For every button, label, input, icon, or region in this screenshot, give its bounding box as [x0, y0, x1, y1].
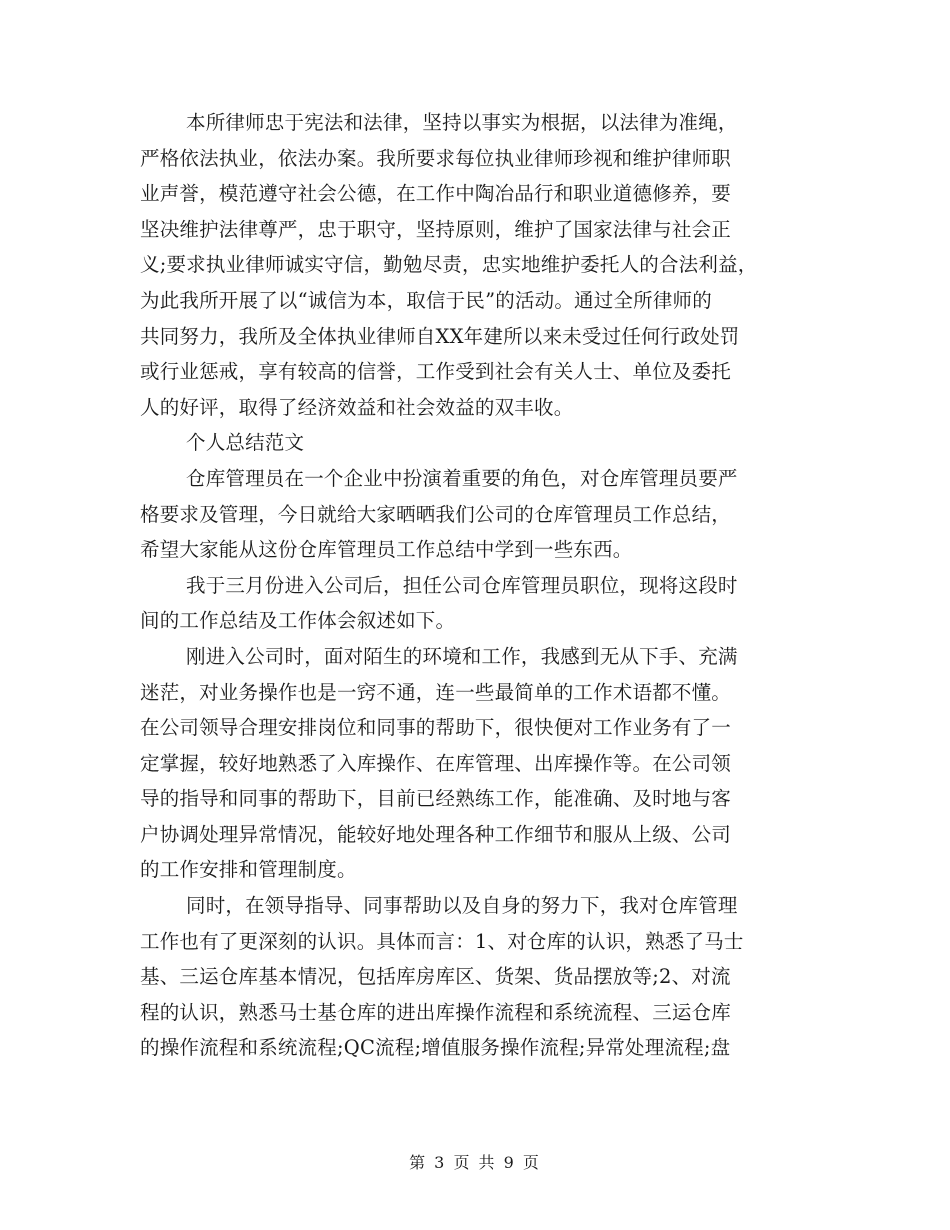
paragraph-line: 人的好评，取得了经济效益和社会效益的双丰收。: [140, 395, 574, 419]
page-number-label: 第 3 页 共 9 页: [409, 1153, 541, 1172]
paragraph-line: 或行业惩戒，享有较高的信誉，工作受到社会有关人士、单位及委托: [140, 360, 732, 384]
paragraph-line: 格要求及管理，今日就给大家晒晒我们公司的仓库管理员工作总结，: [140, 502, 732, 526]
paragraph-line: 本所律师忠于宪法和法律，坚持以事实为根据，以法律为准绳，: [186, 111, 738, 134]
paragraph-line: 希望大家能从这份仓库管理员工作总结中学到一些东西。: [140, 538, 633, 562]
paragraph-line: 导的指导和同事的帮助下，目前已经熟练工作，能准确、及时地与客: [140, 787, 732, 811]
paragraph-line: 坚决维护法律尊严，忠于职守，坚持原则，维护了国家法律与社会正: [140, 217, 732, 241]
paragraph-line: 共同努力，我所及全体执业律师自XX年建所以来未受过任何行政处罚: [140, 324, 740, 348]
paragraph-line: 间的工作总结及工作体会叙述如下。: [140, 609, 456, 633]
paragraph-line: 同时，在领导指导、同事帮助以及自身的努力下，我对仓库管理: [186, 894, 738, 918]
section-heading: 个人总结范文: [186, 431, 305, 455]
document-body: [140, 105, 800, 1066]
paragraph-line: 迷茫，对业务操作也是一窍不通，连一些最简单的工作术语都不懂。: [140, 680, 732, 704]
paragraph-line: 的操作流程和系统流程;QC流程;增值服务操作流程;异常处理流程;盘: [140, 1036, 731, 1060]
paragraph-line: 在公司领导合理安排岗位和同事的帮助下，很快便对工作业务有了一: [140, 716, 732, 740]
paragraph-line: 我于三月份进入公司后，担任公司仓库管理员职位，现将这段时: [186, 573, 738, 597]
paragraph-line: 严格依法执业，依法办案。我所要求每位执业律师珍视和维护律师职: [140, 146, 732, 170]
paragraph-line: 为此我所开展了以“诚信为本，取信于民”的活动。通过全所律师的: [140, 288, 712, 312]
paragraph-line: 基、三运仓库基本情况，包括库房库区、货架、货品摆放等;2、对流: [140, 965, 731, 989]
paragraph-line: 业声誉，模范遵守社会公德，在工作中陶冶品行和职业道德修养，要: [140, 182, 732, 206]
paragraph-line: 的工作安排和管理制度。: [140, 858, 357, 882]
paragraph-line: 户协调处理异常情况，能较好地处理各种工作细节和服从上级、公司: [140, 822, 732, 846]
paragraph-line: 工作也有了更深刻的认识。具体而言：1、对仓库的认识，熟悉了马士: [140, 929, 744, 953]
paragraph-line: 程的认识，熟悉马士基仓库的进出库操作流程和系统流程、三运仓库: [140, 1000, 732, 1024]
paragraph-line: 定掌握，较好地熟悉了入库操作、在库管理、出库操作等。在公司领: [140, 751, 732, 775]
page-footer: [0, 1150, 950, 1173]
paragraph-line: 义;要求执业律师诚实守信，勤勉尽责，忠实地维护委托人的合法利益，: [140, 253, 758, 277]
paragraph-line: 仓库管理员在一个企业中扮演着重要的角色，对仓库管理员要严: [186, 466, 738, 490]
paragraph-line: 刚进入公司时，面对陌生的环境和工作，我感到无从下手、充满: [186, 644, 738, 668]
